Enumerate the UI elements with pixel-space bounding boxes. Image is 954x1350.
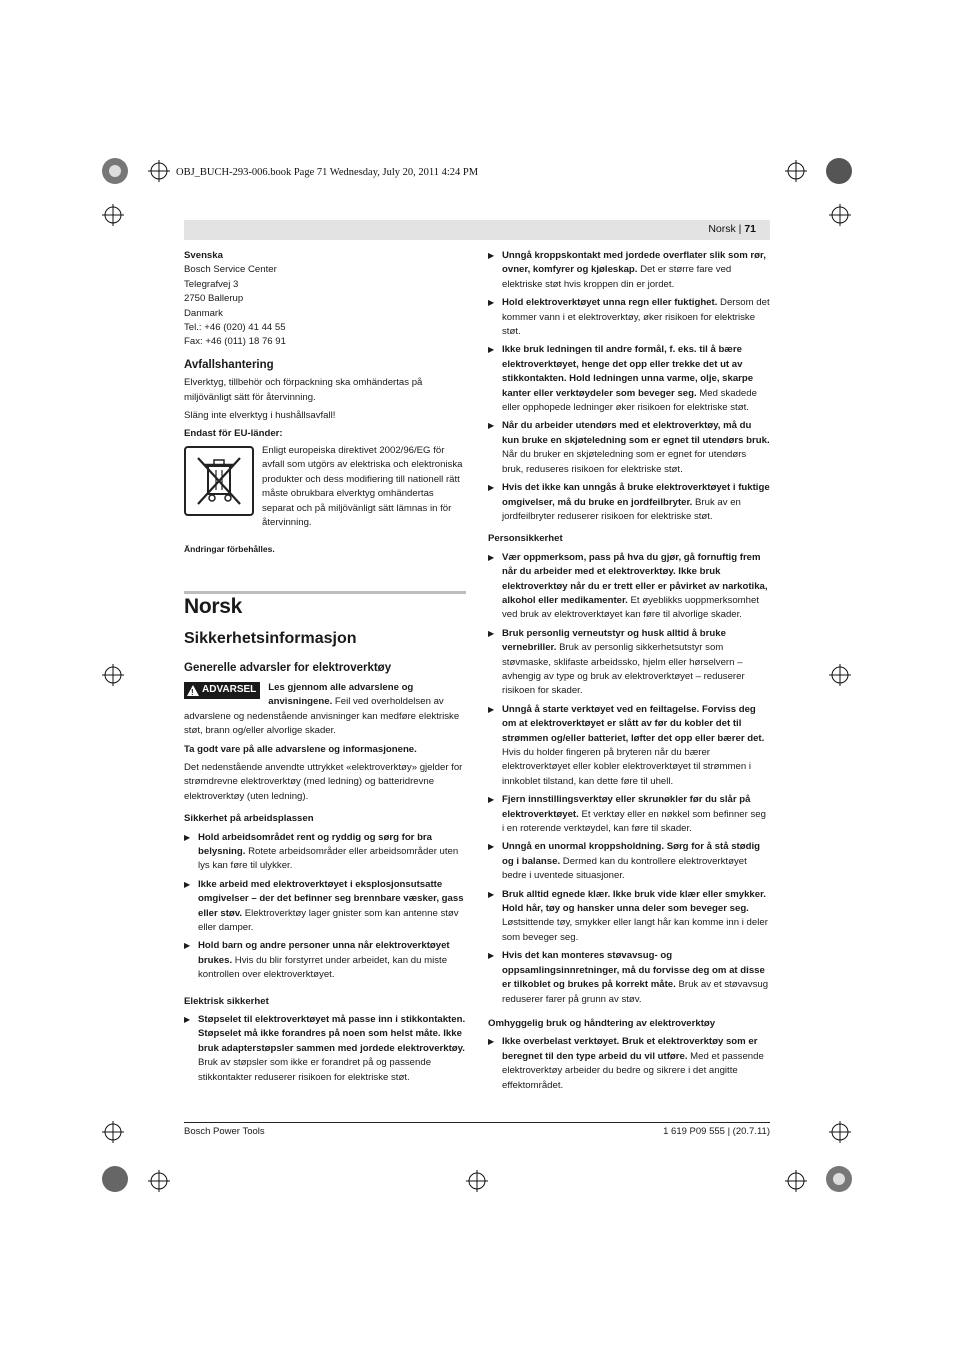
crosshair-mark-left-mid — [102, 664, 124, 686]
careful-use-heading: Omhyggelig bruk og håndtering av elektroverktøy — [488, 1017, 716, 1029]
list-item — [488, 840, 770, 883]
section-divider — [184, 591, 466, 594]
item-bold: Unngå å starte verktøyet ved en feiltagelse. Forviss deg om at elektroverktøyet er slått av før du kobler det til strømmen og/eller batteriet, løfter det opp eller bærer det. — [502, 703, 765, 744]
warning-text: Feil ved overholdelsen av advarslene og nedenstående anvisninger kan medføre elektriske støt, brann og/eller alvorlige skader. — [184, 696, 460, 737]
crosshair-mark-right-top — [829, 204, 851, 226]
crosshair-mark-bottom-center — [466, 1170, 488, 1192]
term-note: Det nedenstående anvendte uttrykket «elektroverktøy» gjelder for strømdrevne elektroverktøy (med ledning) og batteridrevne elektroverktøy (uten ledning). — [184, 761, 463, 802]
bullet-arrow-icon: ▶ — [488, 795, 495, 805]
item-bold: Ikke overbelast verktøyet. Bruk et elektroverktøy som er beregnet til den type arbeid du vil utføre. — [502, 1036, 758, 1062]
keep-note: Ta godt vare på alle advarslene og informasjonene. — [184, 743, 417, 755]
bullet-arrow-icon: ▶ — [488, 704, 495, 714]
item-text: Dermed kan du kontrollere elektroverktøyet bedre i uventede situasjoner. — [502, 855, 747, 882]
list-item — [488, 627, 770, 699]
warning-triangle-icon — [187, 685, 199, 696]
list-item — [488, 296, 770, 339]
list-item — [488, 551, 770, 623]
item-text: Bruk av en jordfeilbryter reduserer risikoen for elektriske støt. — [502, 496, 741, 522]
language-title: Norsk — [184, 594, 243, 618]
personal-safety-heading: Personsikkerhet — [488, 533, 563, 545]
contact-line: Bosch Service Center — [184, 264, 277, 276]
item-bold: Når du arbeider utendørs med et elektroverktøy, må du kun bruke en skjøteledning som er egnet til utendørs bruk. — [502, 420, 770, 446]
bullet-arrow-icon: ▶ — [488, 421, 495, 431]
bullet-arrow-icon: ▶ — [488, 251, 495, 260]
item-bold: Fjern innstillingsverktøy eller skrunøkler før du slår på elektroverktøyet. — [502, 794, 751, 820]
disposal-paragraph: Släng inte elverktyg i hushållsavfall! — [184, 410, 336, 422]
registration-mark-bottom-right — [824, 1164, 854, 1194]
item-bold: Hvis det kan monteres støvavsug- og oppsamlingsinnretninger, må du forvisse deg om at disse er tilkoblet og brukes på korrekt måte. — [502, 950, 765, 991]
list-item — [184, 939, 466, 982]
bullet-arrow-icon: ▶ — [488, 842, 495, 852]
item-bold: Ikke arbeid med elektroverktøyet i eksplosjonsutsatte omgivelser – der det befinner seg brennbare væsker, gass eller støv. — [198, 878, 464, 919]
item-text: Når du bruker en skjøteledning som er egnet for utendørs bruk, reduseres risikoen for elektriske støt. — [502, 449, 747, 475]
contact-heading: Svenska — [184, 250, 223, 261]
list-item — [488, 949, 770, 1007]
crosshair-mark-top-b — [785, 160, 807, 182]
contact-line: Tel.: +46 (020) 41 44 55 — [184, 322, 286, 334]
safety-title: Sikkerhetsinformasjon — [184, 630, 357, 648]
warning-block — [184, 681, 466, 739]
disposal-heading: Avfallshantering — [184, 358, 274, 371]
item-text: Med skadede eller opphopede ledninger øker risikoen for elektriske støt. — [502, 387, 757, 414]
bullet-arrow-icon: ▶ — [488, 298, 495, 308]
crosshair-mark-left-bottom — [102, 1121, 124, 1143]
list-item — [488, 793, 770, 836]
item-bold: Hvis det ikke kan unngås å bruke elektroverktøyet i fuktige omgivelser, må du bruke en jordfeilbryter. — [502, 482, 770, 508]
header-text: Norsk | 71 — [708, 223, 756, 235]
warning-badge-label: ADVARSEL — [202, 684, 257, 696]
warning-bold: Les gjennom alle advarslene og anvisningene. — [268, 681, 414, 708]
crosshair-mark-left-top — [102, 204, 124, 226]
item-text: Med et passende elektroverktøy arbeider du bedre og sikrere i det angitte effektområdet. — [502, 1050, 764, 1091]
list-item — [488, 703, 770, 789]
item-text: Bruk av støpsler som ikke er forandret på og passende stikkontakter reduserer risikoen for elektriske støt. — [198, 1057, 432, 1083]
left-column — [184, 249, 466, 1085]
item-text: Hvis du holder fingeren på bryteren når du bærer elektroverktøyet eller kobler elektroverktøyet til strømmen i innkoblet tilstand, kan dette føre til uhell. — [502, 747, 751, 787]
crosshair-mark-bottom-a — [148, 1170, 170, 1192]
list-item — [184, 831, 466, 874]
list-item — [184, 1013, 466, 1085]
item-text: Bruk av personlig sikkerhetsutstyr som støvmaske, sklifaste arbeidssko, hjelm eller hørselvern – avhengig av type og bruk av elektroverktøyet – reduserer risikoen for skader. — [502, 642, 745, 697]
eu-directive-text: Enligt europeiska direktivet 2002/96/EG för avfall som utgörs av elektriska och elektroniska produkter och dess modifiering till nationell rätt måste obrukbara elverktyg omhändertas separat och på miljövänligt sätt lämnas in för återvinning. — [262, 444, 463, 528]
eu-heading: Endast för EU-länder: — [184, 428, 283, 440]
crosshair-mark-right-mid — [829, 664, 851, 686]
warning-badge — [184, 682, 260, 699]
item-text: Et øyeblikks uoppmerksomhet ved bruk av elektroverktøyet kan føre til alvorlige skader. — [502, 594, 760, 621]
item-text: Rotete arbeidsområder eller arbeidsområder uten lys kan føre til ulykker. — [198, 846, 459, 872]
bullet-arrow-icon: ▶ — [488, 1037, 495, 1047]
contact-line: Telegrafvej 3 — [184, 278, 239, 290]
item-text: Bruk av et støvavsug reduserer farer på grunn av støv. — [502, 979, 769, 1005]
crosshair-mark-right-bottom — [829, 1121, 851, 1143]
list-item — [488, 249, 770, 292]
crosshair-mark-bottom-b — [785, 1170, 807, 1192]
list-item — [184, 878, 466, 936]
registration-mark-top-right — [824, 156, 854, 186]
registration-mark-top-left — [100, 156, 130, 186]
bullet-arrow-icon: ▶ — [488, 951, 495, 961]
bullet-arrow-icon: ▶ — [184, 1015, 191, 1025]
right-column — [488, 249, 770, 1093]
list-item — [488, 1035, 770, 1093]
item-text: Det er større fare ved elektriske støt hvis kroppen din er jordet. — [502, 264, 732, 290]
item-text: Et verktøy eller en nøkkel som befinner seg i en roterende verktøydel, kan føre til skader. — [502, 808, 766, 835]
contact-line: 2750 Ballerup — [184, 293, 244, 305]
crosshair-mark-top-a — [148, 160, 170, 182]
bullet-arrow-icon: ▶ — [488, 889, 495, 899]
general-warnings-heading: Generelle advarsler for elektroverktøy — [184, 661, 392, 674]
contact-line: Danmark — [184, 307, 223, 319]
contact-line: Fax: +46 (011) 18 76 91 — [184, 336, 286, 348]
work-area-heading: Sikkerhet på arbeidsplassen — [184, 813, 314, 825]
item-text: Dersom det kommer vann i et elektroverktøy, øker risikoen for elektriske støt. — [502, 297, 770, 338]
item-bold: Bruk alltid egnede klær. Ikke bruk vide klær eller smykker. Hold hår, tøy og hansker unna deler som beveger seg. — [502, 888, 766, 915]
item-bold: Hold elektroverktøyet unna regn eller fuktighet. — [502, 297, 718, 309]
list-item — [488, 343, 770, 415]
bullet-arrow-icon: ▶ — [488, 552, 495, 562]
crossed-bin-icon — [184, 446, 254, 516]
list-item — [488, 419, 770, 477]
bullet-arrow-icon: ▶ — [488, 628, 495, 638]
bullet-arrow-icon: ▶ — [184, 832, 191, 842]
bullet-arrow-icon: ▶ — [184, 879, 191, 889]
footer-rule — [184, 1122, 770, 1123]
item-bold: Bruk personlig verneutstyr og husk alltid å bruke vernebriller. — [502, 627, 726, 654]
item-text: Hvis du blir forstyrret under arbeidet, kan du miste kontrollen over elektroverktøyet. — [198, 954, 448, 981]
page-header — [184, 220, 770, 240]
disposal-paragraph: Elverktyg, tillbehör och förpackning ska omhändertas på miljövänligt sätt för återvinning. — [184, 377, 423, 403]
print-info: OBJ_BUCH-293-006.book Page 71 Wednesday, July 20, 2011 4:24 PM — [176, 167, 479, 178]
item-bold: Hold arbeidsområdet rent og ryddig og sørg for bra belysning. — [198, 831, 433, 857]
item-bold: Hold barn og andre personer unna når elektroverktøyet brukes. — [198, 940, 450, 966]
item-bold: Vær oppmerksom, pass på hva du gjør, gå fornuftig frem når du arbeider med et elektroverktøy. Ikke bruk elektroverktøy når du er trett eller er påvirket av narkotika, alkohol eller medikamenter. — [502, 551, 768, 606]
bullet-arrow-icon: ▶ — [184, 941, 191, 951]
footer-doc-number: 1 619 P09 555 | (20.7.11) — [663, 1126, 770, 1137]
footer-brand: Bosch Power Tools — [184, 1126, 265, 1137]
bullet-arrow-icon: ▶ — [488, 483, 495, 493]
page-number: 71 — [744, 223, 756, 235]
item-bold: Unngå en unormal kroppsholdning. Sørg for å stå stødig og i balanse. — [502, 841, 760, 867]
registration-mark-bottom-left — [100, 1164, 130, 1194]
item-bold: Unngå kroppskontakt med jordede overflater slik som rør, ovner, komfyrer og kjøleskap. — [502, 250, 766, 276]
item-text: Løstsittende tøy, smykker eller langt hår kan komme inn i deler som beveger seg. — [502, 917, 768, 943]
electrical-safety-heading: Elektrisk sikkerhet — [184, 995, 269, 1007]
list-item — [488, 888, 770, 946]
weee-section — [184, 444, 466, 530]
bullet-arrow-icon: ▶ — [488, 345, 495, 355]
changes-note: Ändringar förbehålles. — [184, 544, 275, 555]
item-bold: Ikke bruk ledningen til andre formål, f. eks. til å bære elektroverktøyet, henge det opp eller trekke det ut av stikkontakten. Hold ledningen unna varme, olje, skarpe kanter eller verktøydeler som beveger seg. — [502, 344, 754, 399]
item-text: Elektroverktøy lager gnister som kan antenne støv eller damper. — [198, 907, 459, 934]
item-bold: Støpselet til elektroverktøyet må passe inn i stikkontakten. Støpselet må ikke forandres på noen som helst måte. Ikke bruk adapterstøpsler sammen med jordede elektroverktøy. — [198, 1014, 466, 1054]
header-section: Norsk — [708, 223, 736, 235]
list-item — [488, 481, 770, 524]
